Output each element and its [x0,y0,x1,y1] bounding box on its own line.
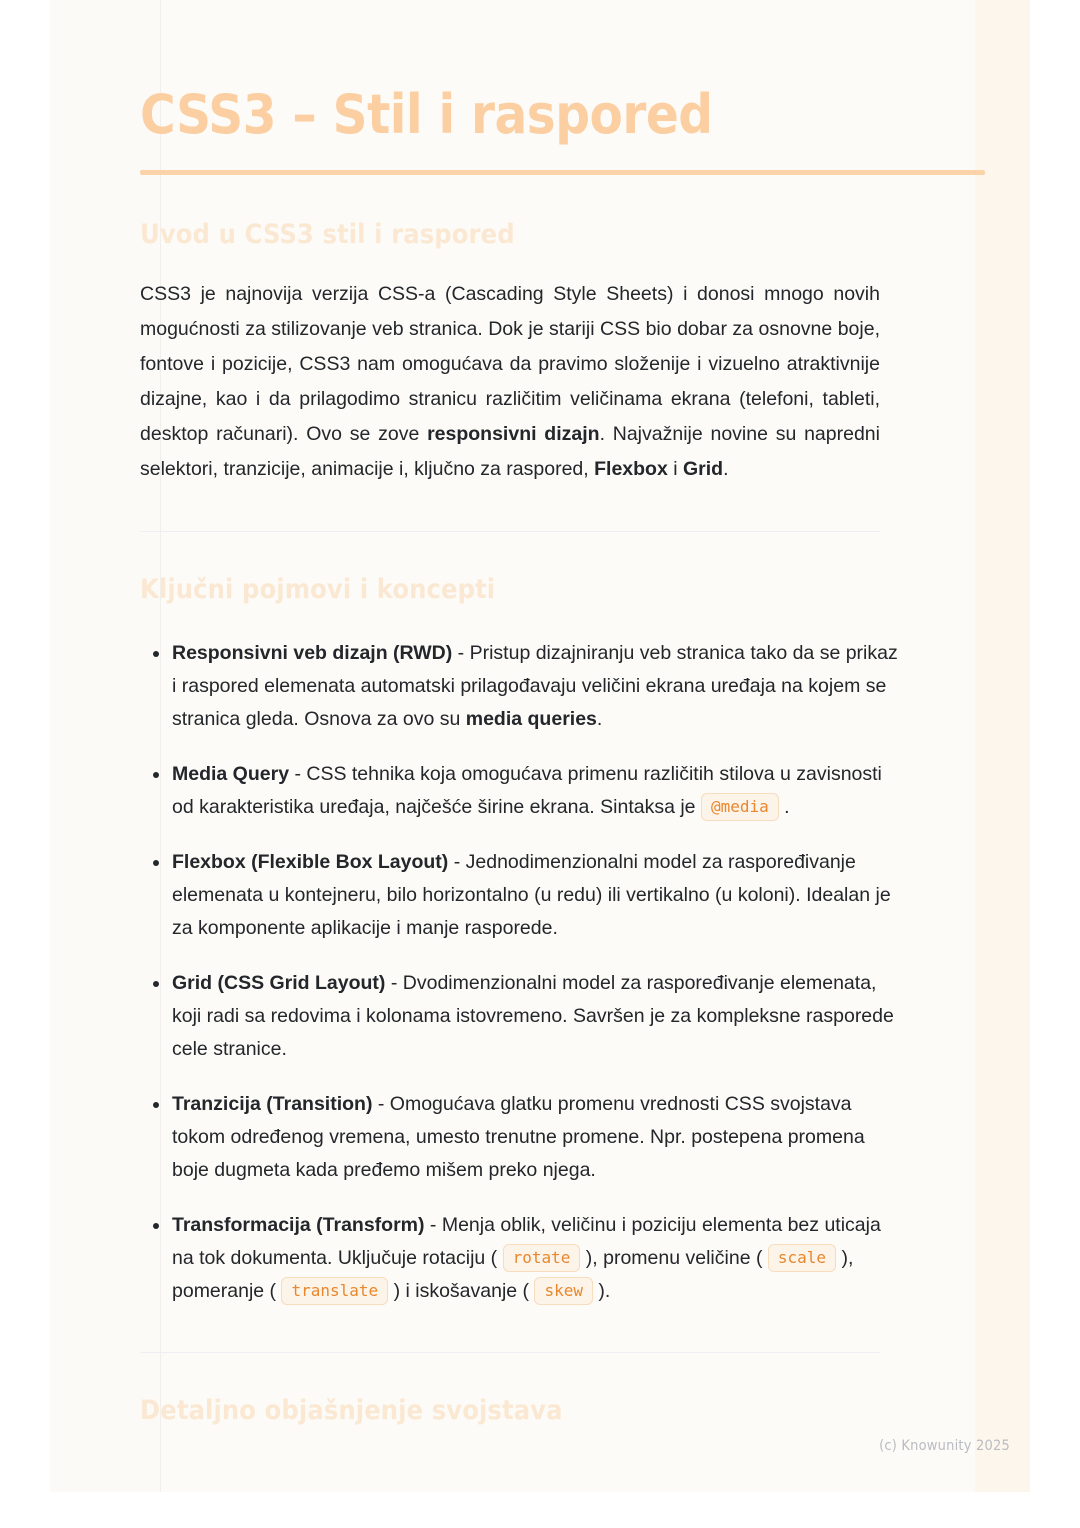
emphasis-text: media queries [465,707,597,730]
page-title: CSS3 – Stil i raspored [140,83,713,146]
section-heading-key-concepts: Ključni pojmovi i koncepti [140,574,496,606]
list-item-term: Tranzicija (Transition) [172,1092,373,1115]
emphasis-text: Flexbox [594,458,668,481]
page-sheet [50,0,1030,1492]
inline-code-chip: rotate [503,1244,581,1272]
list-item-term: Media Query [172,762,290,785]
section-heading-intro: Uvod u CSS3 stil i raspored [140,219,515,250]
inline-code-chip: @media [701,793,779,821]
list-item-term: Grid (CSS Grid Layout) [172,971,386,994]
list-item: Flexbox (Flexible Box Layout) - Jednodimenzionalni model za raspoređivanje elemenata u kontejneru, bilo horizontalno (u redu) ili vertikalno (u koloni). Idealan je za komponente aplikacije i manje rasporede. [140,846,900,945]
list-item-term: Responsivni veb dizajn (RWD) [172,641,453,664]
footer-copyright: (c) Knowunity 2025 [879,1438,1010,1454]
key-concepts-list [140,607,900,1308]
inline-code-chip: skew [534,1277,593,1305]
emphasis-text: Grid [682,458,724,481]
list-item-term: Transformacija (Transform) [172,1213,425,1236]
list-item: Tranzicija (Transition) - Omogućava glatku promenu vrednosti CSS svojstava tokom određenog vremena, umesto trenutne promene. Npr. postepena promena boje dugmeta kada pređemo mišem preko njega. [140,1088,900,1187]
intro-paragraph: CSS3 je najnovija verzija CSS-a (Cascading Style Sheets) i donosi mnogo novih mogućnosti za stilizovanje veb stranica. Dok je stariji CSS bio dobar za osnovne boje, fontove i pozicije, CSS3 nam omogućava da pravimo složenije i vizuelno atraktivnije dizajne, kao i da prilagodimo stranicu različitim veličinama ekrana (telefoni, tableti, desktop računari). Ovo se zove responsivni dizajn. Najvažnije novine su napredni selektori, tranzicije, animacije i, ključno za raspored, Flexbox i Grid. [140,283,880,481]
list-item-term: Flexbox (Flexible Box Layout) [172,850,449,873]
list-item: Responsivni veb dizajn (RWD) - Pristup dizajniranju veb stranica tako da se prikaz i raspored elemenata automatski prilagođavaju veličini ekrana uređaja na kojem se stranica gleda. Osnova za ovo su media queries. [140,637,900,736]
inline-code-chip: translate [281,1277,388,1305]
section-heading-detailed-properties: Detaljno objašnjenje svojstava [140,1394,563,1426]
list-item: Grid (CSS Grid Layout) - Dvodimenzionalni model za raspoređivanje elemenata, koji radi sa redovima i kolonama istovremeno. Savršen je za kompleksne rasporede cele stranice. [140,967,900,1066]
list-item: Media Query - CSS tehnika koja omogućava primenu različitih stilova u zavisnosti od karakteristika uređaja, najčešće širine ekrana. Sintaksa je @media . [140,758,900,824]
inline-code-chip: scale [768,1244,836,1272]
list-item: Transformacija (Transform) - Menja oblik, veličinu i poziciju elementa bez uticaja na tok dokumenta. Uključuje rotaciju ( rotate ), promenu veličine ( scale ), pomeranje ( translate ) i iskošavanje ( skew ). [140,1209,900,1308]
emphasis-text: responsivni dizajn [427,423,600,446]
document-content [140,0,985,1492]
